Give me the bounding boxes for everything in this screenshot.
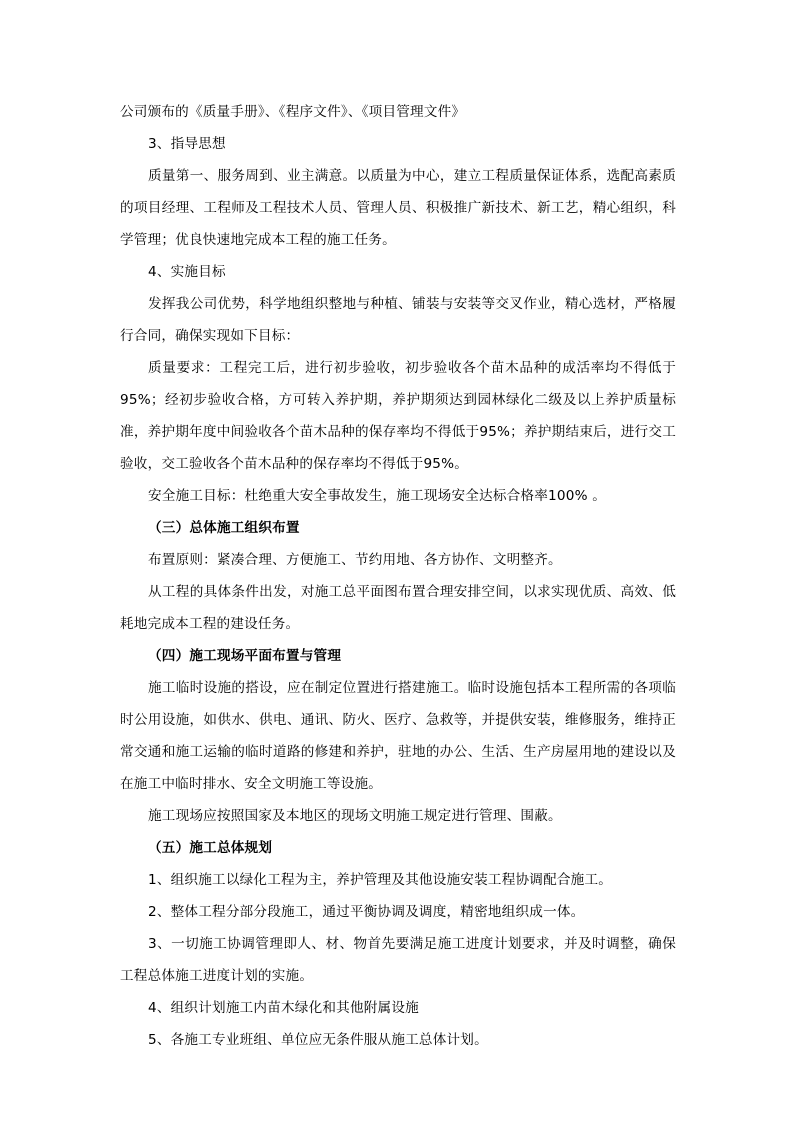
paragraph-site-management: 施工现场应按照国家及本地区的现场文明施工规定进行管理、围蔽。 bbox=[148, 808, 562, 824]
paragraph-temporary-facilities: 施工临时设施的搭设，应在制定位置进行搭建施工。临时设施包括本工程所需的各项临时公用设施，如供水、供电、通讯、防火、医疗、急救等，并提供安装，维修服务，维持正常交通和施工运输的临时道路的修建和养护，驻地的办公、生活、生产房屋用地的建设以及在施工中临时排水、安全文明施工等设施。 bbox=[120, 680, 676, 792]
list-item-2: 2、整体工程分部分段施工，通过平衡协调及调度，精密地组织成一体。 bbox=[148, 904, 585, 920]
paragraph-advantages: 发挥我公司优势，科学地组织整地与种植、铺装与安装等交叉作业，精心选材，严格履行合同，确保实现如下目标： bbox=[120, 296, 676, 344]
heading-implementation-goals: 4、实施目标 bbox=[148, 264, 226, 280]
section-heading-overall-layout: （三）总体施工组织布置 bbox=[148, 520, 300, 536]
list-item-5: 5、各施工专业班组、单位应无条件服从施工总体计划。 bbox=[148, 1032, 488, 1048]
list-item-1: 1、组织施工以绿化工程为主，养护管理及其他设施安装工程协调配合施工。 bbox=[148, 872, 613, 888]
section-heading-site-layout: （四）施工现场平面布置与管理 bbox=[148, 648, 342, 664]
paragraph-layout-principles: 布置原则：紧凑合理、方便施工、节约用地、各方协作、文明整齐。 bbox=[148, 552, 562, 568]
list-item-4: 4、组织计划施工内苗木绿化和其他附属设施 bbox=[148, 1000, 419, 1016]
paragraph-reference-docs: 公司颁布的《质量手册》、《程序文件》、《项目管理文件》 bbox=[120, 104, 466, 120]
heading-guiding-thought: 3、指导思想 bbox=[148, 136, 226, 152]
list-item-3: 3、一切施工协调管理即人、材、物首先要满足施工进度计划要求，并及时调整，确保工程总体施工进度计划的实施。 bbox=[120, 936, 676, 984]
section-heading-overall-plan: （五）施工总体规划 bbox=[148, 840, 273, 856]
paragraph-quality-first: 质量第一、服务周到、业主满意。以质量为中心，建立工程质量保证体系，选配高素质的项目经理、工程师及工程技术人员、管理人员、积极推广新技术、新工艺，精心组织，科学管理；优良快速地完成本工程的施工任务。 bbox=[120, 168, 676, 248]
paragraph-safety-goal: 安全施工目标：杜绝重大安全事故发生，施工现场安全达标合格率100% 。 bbox=[148, 488, 606, 504]
paragraph-site-conditions: 从工程的具体条件出发，对施工总平面图布置合理安排空间，以求实现优质、高效、低耗地完成本工程的建设任务。 bbox=[120, 584, 676, 632]
paragraph-quality-requirements: 质量要求：工程完工后，进行初步验收，初步验收各个苗木品种的成活率均不得低于95%；经初步验收合格，方可转入养护期，养护期须达到园林绿化二级及以上养护质量标准，养护期年度中间验收各个苗木品种的保存率均不得低于95%；养护期结束后，进行交工验收，交工验收各个苗木品种的保存率均不得低于95%。 bbox=[120, 360, 676, 472]
